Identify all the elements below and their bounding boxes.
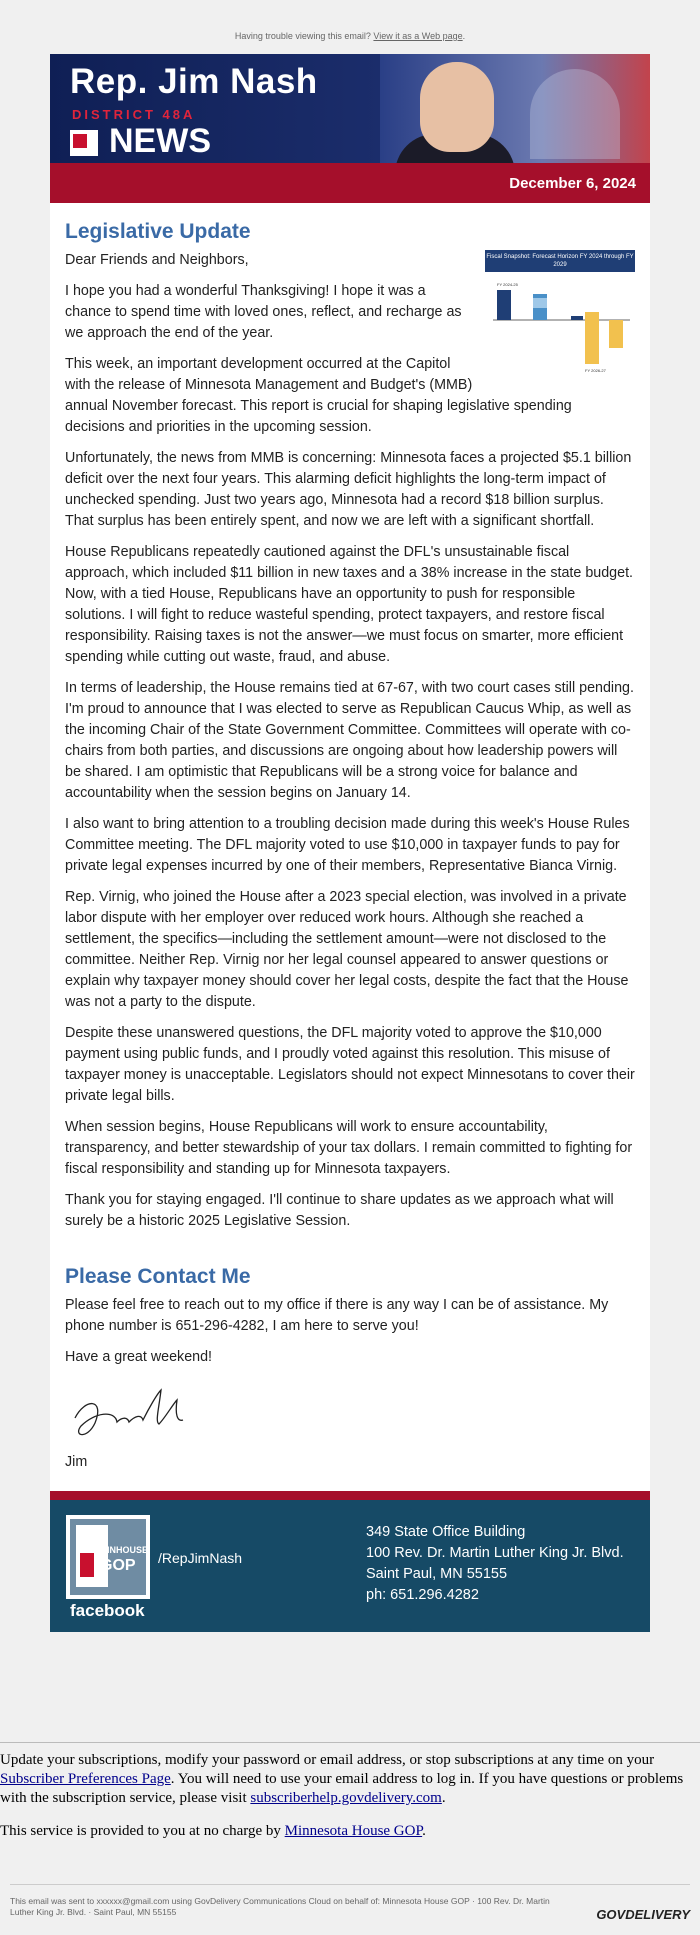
signature-image (65, 1378, 635, 1448)
mnhouse-gop-logo[interactable] (66, 1515, 150, 1599)
fiscal-snapshot-graphic (485, 272, 635, 378)
service-text: . (422, 1823, 426, 1839)
subscription-text: . You will need to use your email address to log in. If you have questions or problems with the subscription service, please visit (0, 1771, 684, 1806)
logo-inner (70, 1519, 149, 1595)
greeting: Dear Friends and Neighbors, (65, 252, 249, 268)
signature-graphic (65, 1378, 195, 1448)
newsletter-date: December 6, 2024 (509, 175, 636, 192)
subscriber-preferences-link[interactable]: Subscriber Preferences Page (0, 1771, 171, 1787)
fiscal-snapshot-title: Fiscal Snapshot: Forecast Horizon FY 2024 through FY 2029 (485, 250, 635, 272)
capitol-dome-image (530, 69, 620, 159)
minnesota-house-gop-link[interactable]: Minnesota House GOP (284, 1823, 423, 1839)
office-address (366, 1522, 624, 1606)
district-marker-icon (80, 1553, 94, 1577)
govdelivery-logo[interactable]: GOVDELIVERY (596, 1907, 690, 1922)
preheader (0, 0, 700, 43)
facebook-wordmark[interactable]: facebook (70, 1601, 145, 1620)
address-line: 349 State Office Building (366, 1524, 526, 1540)
address-line: Saint Paul, MN 55155 (366, 1566, 508, 1582)
news-label: NEWS (109, 122, 211, 160)
email-body (50, 54, 650, 1632)
paragraph-vote: Despite these unanswered questions, the DFL majority voted to approve the $10,000 payment using public funds, and I proudly voted against this resolution. This misuse of taxpayer money is unacceptable. Legislators should not expect Minnesotans to cover their private legal bills. (65, 1025, 635, 1104)
facebook-handle-link[interactable]: /RepJimNash (158, 1550, 243, 1566)
service-paragraph (0, 1822, 700, 1841)
weekend-paragraph: Have a great weekend! (65, 1349, 213, 1365)
legislative-update-heading: Legislative Update (65, 220, 251, 243)
district-label: DISTRICT 48A (72, 107, 196, 122)
contact-heading: Please Contact Me (65, 1265, 251, 1288)
footer (50, 1500, 650, 1632)
fiscal-snapshot-image[interactable] (485, 250, 635, 378)
rep-name: Rep. Jim Nash (70, 62, 318, 101)
subscription-text: Update your subscriptions, modify your password or email address, or stop subscriptions at any time on your (0, 1752, 655, 1768)
divider (0, 1742, 700, 1743)
subscription-paragraph (0, 1751, 700, 1808)
legal-notice: This email was sent to xxxxxx@gmail.com using GovDelivery Communications Cloud on behalf of: Minnesota House GOP · 100 Rev. Dr. Martin Luther King Jr. Blvd. · Saint Paul, MN 55155 (10, 1896, 550, 1917)
footer-red-band (50, 1491, 650, 1500)
header-banner (50, 54, 650, 163)
signoff: Jim (65, 1454, 88, 1470)
paragraph-rules-committee: I also want to bring attention to a troubling decision made during this week's House Rules Committee meeting. The DFL majority voted to use $10,000 in taxpayer funds to pay for private legal expenses incurred by one of their members, Representative Bianca Virnig. (65, 816, 630, 874)
divider (10, 1884, 690, 1885)
paragraph-virnig: Rep. Virnig, who joined the House after a 2023 special election, was involved in a private labor dispute with her employer over reduced work hours. Although she reached a settlement, the specifics—including the settlement amount—were not disclosed to the committee. Neither Rep. Virnig nor her legal counsel appeared to answer questions or explain why taxpayer money should cover her legal costs, despite the fact that the House was not a party to the dispute. (65, 889, 629, 1010)
section-spacer (65, 1242, 635, 1262)
logo-mnhouse-text: MNHOUSE (102, 1545, 149, 1555)
subscriberhelp-link[interactable]: subscriberhelp.govdelivery.com (250, 1790, 442, 1806)
logo-gop-text: GOP (100, 1557, 136, 1574)
paragraph-fiscal-approach: House Republicans repeatedly cautioned against the DFL's unsustainable fiscal approach, which included $11 billion in new taxes and a 38% increase in the state budget. Now, with a tied House, Republicans have an opportunity to push for responsible solutions. I will fight to reduce wasteful spending, protect taxpayers, and restore fiscal responsibility. Raising taxes is not the answer—we must focus on smarter, more efficient spending while cutting out waste, fraud, and abuse. (65, 544, 634, 665)
preheader-text: Having trouble viewing this email? (234, 31, 371, 41)
rep-photo (420, 62, 494, 152)
paragraph-deficit: Unfortunately, the news from MMB is concerning: Minnesota faces a projected $5.1 billion deficit over the next four years. This alarming deficit highlights the long-term impact of unchecked spending. Just two years ago, Minnesota had a record $18 billion surplus. That surplus has been entirely spent, and now we are left with a significant shortfall. (65, 450, 632, 529)
paragraph-leadership: In terms of leadership, the House remains tied at 67-67, with two court cases still pending. I'm proud to announce that I was elected to serve as Republican Caucus Whip, as well as the incoming Chair of the State Government Committee. Committees will operate with co-chairs from both parties, and discussions are ongoing about how leadership powers will be shared. I am optimistic that Republicans will be a strong voice for balance and accountability when the session begins on January 14. (65, 680, 634, 801)
svg-text:FY 2024-25: FY 2024-25 (497, 282, 518, 287)
gop-logo-icon (70, 130, 98, 156)
preheader-end: . (462, 31, 466, 41)
service-text: This service is provided to you at no charge by (0, 1823, 281, 1839)
paragraph-forecast: This week, an important development occurred at the Capitol with the release of Minnesota Management and Budget's (MMB) annual November forecast. This report is crucial for shaping legislative spending decisions and priorities in the upcoming session. (65, 356, 572, 435)
paragraph-session: When session begins, House Republicans will work to ensure accountability, transparency, and better stewardship of your tax dollars. I remain committed to fighting for fiscal responsibility and standing up for Minnesota taxpayers. (65, 1119, 633, 1177)
view-web-page-link[interactable]: View it as a Web page (373, 31, 463, 41)
address-line: 100 Rev. Dr. Martin Luther King Jr. Blvd. (366, 1545, 624, 1561)
contact-paragraph: Please feel free to reach out to my office if there is any way I can be of assistance. My phone number is 651-296-4282, I am here to serve you! (65, 1297, 609, 1334)
paragraph-thanksgiving: I hope you had a wonderful Thanksgiving! I hope it was a chance to spend time with loved ones, reflect, and recharge as we approach the end of the year. (65, 283, 462, 341)
date-band (50, 163, 650, 203)
newsletter-content (50, 203, 650, 1473)
subscription-footer (0, 1742, 700, 1855)
phone-line: ph: 651.296.4282 (366, 1587, 479, 1603)
svg-text:FY 2026-27: FY 2026-27 (585, 368, 606, 373)
paragraph-thanks: Thank you for staying engaged. I'll continue to share updates as we approach what will surely be a historic 2025 Legislative Session. (65, 1192, 614, 1229)
subscription-text: . (441, 1790, 446, 1806)
